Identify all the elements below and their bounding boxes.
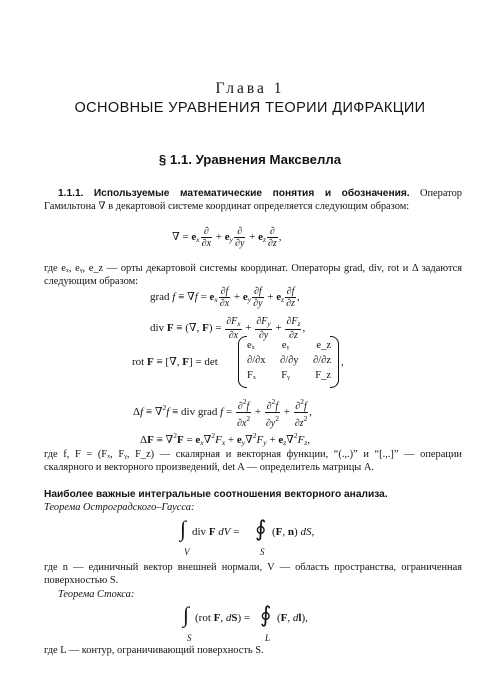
section-title: § 1.1. Уравнения Максвелла [158,152,342,167]
subsection-number: 1.1.1. [58,188,84,199]
matrix-cell: ∂/∂x [247,355,266,366]
chapter-title: ОСНОВНЫЕ УРАВНЕНИЯ ТЕОРИИ ДИФРАКЦИИ [74,100,426,116]
equation-rot: rot F ≡ [∇, F] = det [132,356,218,368]
matrix-cell: ∂/∂y [280,355,299,366]
operators-paragraph: где eₓ, eᵧ, e_z — орты декартовой системы координат. Операторы grad, div, rot и Δ задаются следующим образом: [44,263,462,288]
matrix-cell: eᵧ [281,340,290,351]
functions-paragraph: где f, F = (Fₓ, Fᵧ, F_z) — скалярная и векторная функции, “(.,.)” и “[.,.]” — операции скалярного и векторного произведений, det A — определитель матрицы A. [44,449,462,474]
stokes-explanation: где L — контур, ограничивающий поверхность S. [44,645,264,656]
subsection-title: Используемые математические понятия и обозначения. [93,188,410,199]
matrix-cell: Fᵧ [281,370,290,381]
matrix-cell: eₓ [247,340,255,351]
chapter-label: Глава 1 [215,80,285,97]
equation-div: div F ≡ (∇, F) = $\frac{\partial F_x}{\partial x}$ + $\frac{\partial F_y}{\partial y}$ + $\frac{\partial F_z}{\partial z}$ , [150,316,306,341]
matrix-cell: ∂/∂z [313,355,331,366]
integral-relations-heading: Наиболее важные интегральные соотношения векторного анализа. [44,489,388,500]
matrix-left-paren [238,336,247,388]
equation-nabla: ∇ = $e_x$ $\frac{\partial}{\partial x}$ + $e_y$ $\frac{\partial}{\partial y}$ + $e_z$ $\frac{\partial}{\partial z}$ , [172,226,282,249]
rot-matrix [247,338,331,383]
matrix-right-paren [330,336,339,388]
intro-text: Оператор Гамильтона ∇ в декартовой системе координат определяется следующим образом: [44,188,462,213]
gauss-theorem-label: Теорема Остроградского–Гаусса: [44,502,195,513]
stokes-theorem-label: Теорема Стокса: [58,589,135,600]
matrix-cell: e_z [316,340,331,351]
equation-grad: grad $f \equiv \nabla f = e_x$ $\frac{\partial f}{\partial x}$ + $e_y$ $\frac{\partial f}{\partial y}$ + $e_z$ $\frac{\partial f}{\partial z}$ , [150,286,300,309]
intro-paragraph [44,187,462,214]
book-page: Глава 1 ОСНОВНЫЕ УРАВНЕНИЯ ТЕОРИИ ДИФРАКЦИИ § 1.1. Уравнения Максвелла 1.1.1. Используемые математические понятия и обозначения. Оператор Гамильтона ∇ в декартовой системе координат определяется следующим образом: ∇ = $e_x$ $\frac{\partial}{\partial x}$ + $e_y$ $\frac{\partial}{\partial y}$ + $e_z$ $\frac{\partial}{\partial z}$ , где eₓ, eᵧ, e_z — орты декартовой системы координат. Операторы grad, div, rot и Δ задаются следующим образом: grad $f \equiv \nabla f = e_x$ $\frac{\partial f}{\partial x}$ + $e_y$ $\frac{\partial f}{\partial y}$ + $e_z$ $\frac{\partial f}{\partial z}$ , div F ≡ (∇, F) = $\frac{\partial F_x}{\partial x}$ + $\frac{\partial F_y}{\partial y}$ + $\frac{\partial F_z}{\partial z}$ , rot F ≡ [∇, F] = det eₓ eᵧ e_z ∂/∂x ∂/∂y ∂/∂z Fₓ Fᵧ F_z , Δf ≡ ∇$^2$f ≡ div grad f = $\frac{\partial^2f}{\partial x^2}$ + $\frac{\partial^2f}{\partial y^2}$ + $\frac{\partial^2f}{\partial z^2}$ , $\Delta F \equiv \nabla^2F = e_x\nabla^2F_x + e_y\nabla^2F_y + e_z\nabla^2F_z$, где f, F = (Fₓ, Fᵧ, F_z) — скалярная и векторная функции, “(.,.)” и “[.,.]” — операции скалярного и векторного произведений, det A — определитель матрицы A. Наиболее важные интегральные соотношения векторного анализа. Теорема Остроградского–Гаусса: ∫ V div F dV = ∮ S (F, n) dS, где n — единичный вектор внешней нормали, V — область пространства, ограниченная поверхностью S. Теорема Стокса: ∫ S (rot F, dS) = ∮ L (F, dl), где L — контур, ограничивающий поверхность S. [0,0,500,691]
matrix-cell: Fₓ [247,370,256,381]
matrix-cell: F_z [315,370,331,381]
equation-laplace-scalar: Δf ≡ ∇$^2$f ≡ div grad f = $\frac{\partial^2f}{\partial x^2}$ + $\frac{\partial^2f}{\partial y^2}$ + $\frac{\partial^2f}{\partial z^2}$ , [133,397,313,429]
equation-laplace-vector: $\Delta F \equiv \nabla^2F = e_x\nabla^2F_x + e_y\nabla^2F_y + e_z\nabla^2F_z$, [140,431,310,447]
gauss-explanation: где n — единичный вектор внешней нормали, V — область пространства, ограниченная поверхностью S. [44,562,462,587]
